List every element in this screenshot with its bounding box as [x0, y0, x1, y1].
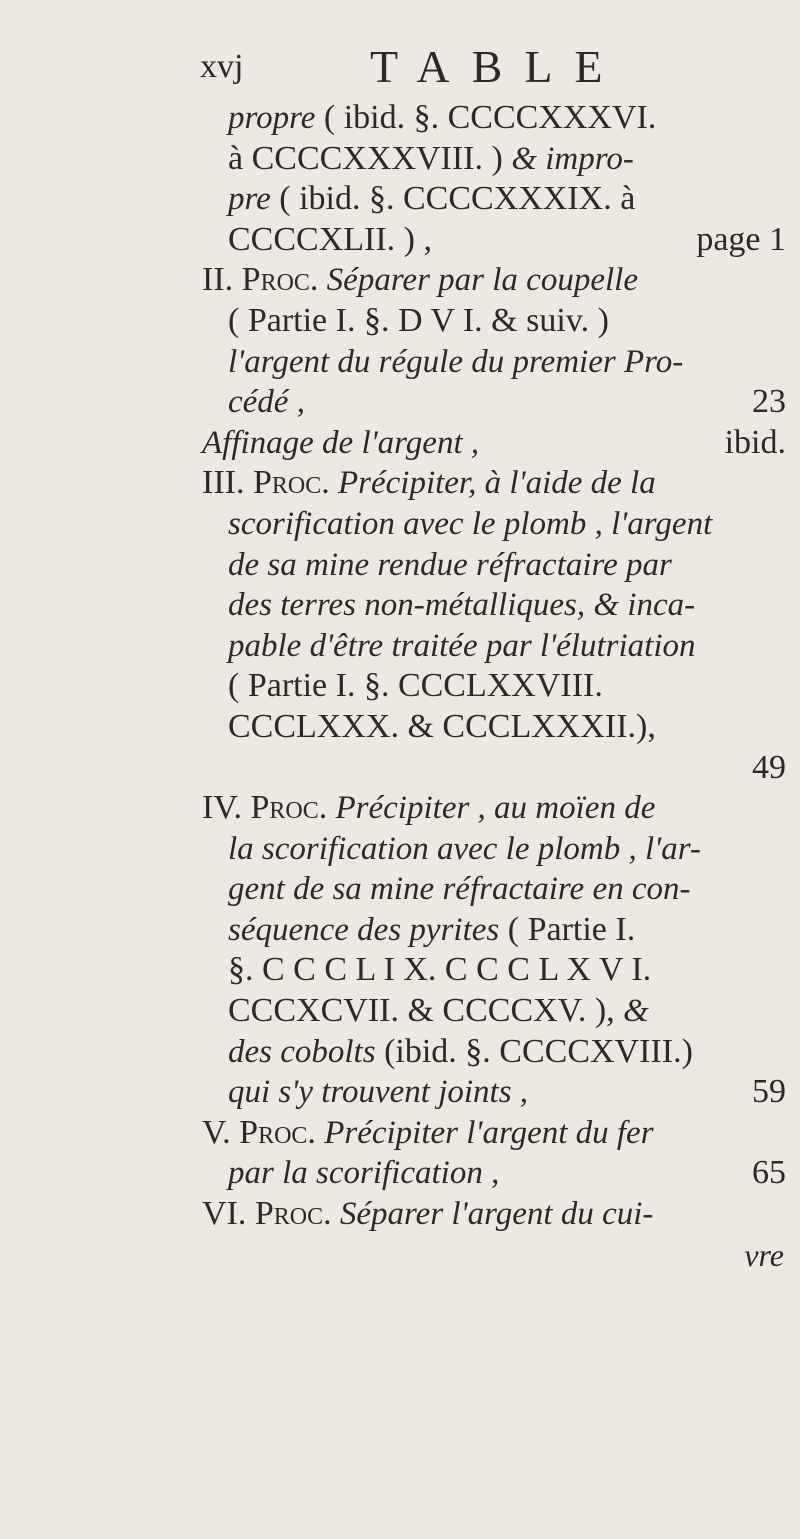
entry-text-segment: pable d'être traitée par l'élutriation — [228, 627, 696, 664]
table-of-contents-body — [0, 98, 800, 1275]
entry-text-segment: V. — [202, 1113, 240, 1151]
entry-line — [0, 382, 800, 423]
entry-line — [0, 139, 800, 180]
entry-line — [0, 910, 800, 951]
entry-text-segment: IV. — [202, 789, 251, 827]
entry-text-segment: CCCXCVII. & CCCCXV. ), — [228, 992, 624, 1030]
entry-line — [0, 504, 800, 545]
entry-line — [0, 1032, 800, 1073]
entry-text-segment: II. — [202, 261, 242, 299]
entry-text-segment: séquence des pyrites — [228, 911, 500, 948]
entry-line — [0, 260, 800, 301]
entry-line — [0, 991, 800, 1032]
entry-line — [0, 585, 800, 626]
entry-text-segment: Séparer par la coupelle — [318, 262, 638, 299]
entry-line — [0, 220, 800, 261]
page-reference: page 1 — [696, 220, 786, 258]
entry-text-segment: (ibid. §. CCCCXVIII.) — [375, 1032, 693, 1070]
entry-line — [0, 545, 800, 586]
entry-text-segment: Séparer l'argent du cui- — [331, 1196, 654, 1233]
entry-text-segment: Proc. — [250, 789, 328, 827]
entry-line — [0, 342, 800, 383]
running-title: TABLE — [370, 41, 625, 92]
entry-line — [0, 1072, 800, 1113]
entry-text-segment: & — [623, 993, 649, 1030]
entry-text-segment: CCCCXLII. ) , — [228, 220, 432, 258]
entry-line — [0, 423, 800, 464]
entry-text-segment: scorification avec le plomb , l'argent — [228, 505, 713, 542]
entry-text-segment: Proc. — [254, 1195, 332, 1233]
entry-text-segment: ( Partie I. — [499, 910, 636, 948]
entry-text-segment: & impro- — [511, 140, 634, 177]
entry-text-segment: Précipiter , au moïen de — [327, 790, 656, 827]
catchword-line — [0, 1235, 800, 1276]
entry-text-segment: qui s'y trouvent joints , — [228, 1074, 529, 1111]
catchword: vre — [744, 1236, 784, 1273]
entry-text-segment: ( ibid. §. CCCCXXXVI. — [315, 99, 657, 136]
entry-line — [0, 626, 800, 667]
entry-text-segment: des cobolts — [228, 1033, 376, 1070]
entry-text-segment: III. — [202, 464, 253, 502]
entry-line — [0, 179, 800, 220]
entry-text-segment: Proc. — [239, 1113, 316, 1151]
entry-text-segment: cédé , — [228, 384, 305, 421]
entry-line — [0, 301, 800, 342]
page-number: xvj — [200, 48, 244, 85]
entry-text-segment: des terres non-métalliques, & inca- — [228, 587, 696, 624]
entry-line — [0, 950, 800, 991]
page-reference: 59 — [752, 1073, 786, 1111]
page-reference: 23 — [752, 383, 786, 421]
entry-text-segment: Précipiter, à l'aide de la — [329, 465, 656, 502]
entry-text-segment: la scorification avec le plomb , l'ar- — [228, 830, 701, 867]
page-reference: ibid. — [724, 423, 786, 461]
entry-text-segment: par la scorification , — [228, 1155, 500, 1192]
page-reference: 65 — [752, 1154, 786, 1192]
entry-text-segment: §. C C C L I X. C C C L X V I. — [228, 951, 652, 989]
entry-line — [0, 1194, 800, 1235]
entry-text-segment: Affinage de l'argent , — [202, 424, 480, 461]
entry-line — [0, 748, 800, 789]
entry-line — [0, 1153, 800, 1194]
entry-text-segment: gent de sa mine réfractaire en con- — [228, 871, 691, 908]
running-header — [0, 40, 800, 100]
entry-text-segment: CCCLXXX. & CCCLXXXII.), — [228, 707, 656, 745]
entry-text-segment: pre — [228, 181, 271, 218]
entry-line — [0, 829, 800, 870]
entry-text-segment: à CCCCXXXVIII. ) — [228, 139, 512, 177]
entry-line — [0, 1113, 800, 1154]
entry-text-segment: ( Partie I. §. D V I. & suiv. ) — [228, 301, 609, 339]
entry-line — [0, 869, 800, 910]
entry-text-segment: ( ibid. §. CCCCXXXIX. à — [270, 180, 636, 218]
entry-text-segment: l'argent du régule du premier Pro- — [228, 343, 684, 380]
entry-text-segment: propre — [228, 100, 316, 136]
entry-text-segment: ( Partie I. §. CCCLXXVIII. — [228, 667, 603, 705]
entry-text-segment: Précipiter l'argent du fer — [315, 1114, 654, 1151]
entry-line — [0, 98, 800, 139]
entry-text-segment: de sa mine rendue réfractaire par — [228, 546, 672, 583]
entry-line — [0, 666, 800, 707]
entry-line — [0, 463, 800, 504]
entry-line — [0, 788, 800, 829]
page-reference: 49 — [752, 748, 786, 786]
entry-line — [0, 707, 800, 748]
entry-text-segment: Proc. — [252, 464, 330, 502]
entry-text-segment: VI. — [202, 1195, 255, 1233]
entry-text-segment: Proc. — [241, 261, 319, 299]
